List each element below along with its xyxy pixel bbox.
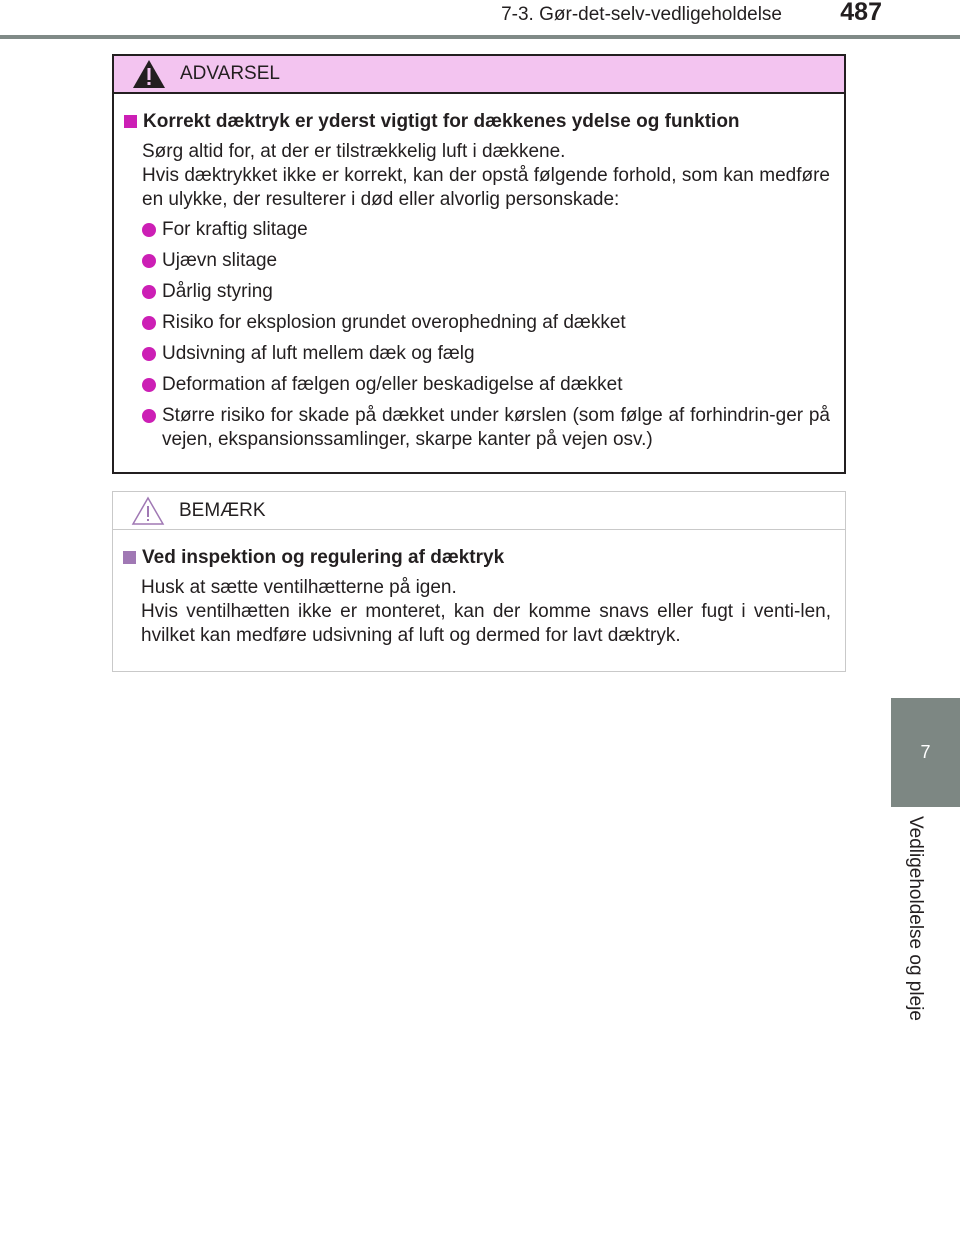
section-title: 7-3. Gør-det-selv-vedligeholdelse <box>501 4 782 25</box>
caution-triangle-icon <box>131 496 165 526</box>
warning-heading: ADVARSEL <box>180 63 280 84</box>
list-item <box>142 342 830 366</box>
chapter-tab <box>891 698 960 807</box>
bullet-dot-icon <box>142 409 156 423</box>
list-item-text: Deformation af fælgen og/eller beskadigelse af dækket <box>162 374 623 395</box>
warning-box <box>112 54 846 474</box>
list-item <box>142 249 830 273</box>
bullet-dot-icon <box>142 223 156 237</box>
list-item-text: Risiko for eksplosion grundet overophedning af dækket <box>162 312 626 333</box>
warning-section-title-text: Korrekt dæktryk er yderst vigtigt for dækkenes ydelse og funktion <box>143 111 740 132</box>
list-item-text: Udsivning af luft mellem dæk og fælg <box>162 343 475 364</box>
notice-section-title-text: Ved inspektion og regulering af dæktryk <box>142 547 505 568</box>
bullet-dot-icon <box>142 316 156 330</box>
warning-intro-line2: Hvis dæktrykket ikke er korrekt, kan der opstå følgende forhold, som kan medføre en ulykke, der resulterer i død eller alvorlig personskade: <box>142 165 830 210</box>
square-bullet-icon <box>123 551 136 564</box>
list-item <box>142 404 830 452</box>
notice-line2: Hvis ventilhætten ikke er monteret, kan der komme snavs eller fugt i venti-len, hvilket kan medføre udsivning af luft og dermed for lavt dæktryk. <box>141 601 831 646</box>
notice-line1: Husk at sætte ventilhætterne på igen. <box>141 577 457 598</box>
page-number: 487 <box>840 0 882 26</box>
bullet-dot-icon <box>142 254 156 268</box>
bullet-dot-icon <box>142 285 156 299</box>
notice-text <box>141 576 831 648</box>
list-item-text: Ujævn slitage <box>162 250 278 271</box>
warning-intro-line1: Sørg altid for, at der er tilstrækkelig luft i dækkene. <box>142 141 566 162</box>
warning-section-title <box>124 110 830 134</box>
list-item <box>142 218 830 242</box>
notice-box <box>112 491 846 672</box>
list-item-text: Dårlig styring <box>162 281 273 302</box>
list-item <box>142 311 830 335</box>
notice-heading: BEMÆRK <box>179 499 266 521</box>
bullet-dot-icon <box>142 378 156 392</box>
warning-header <box>114 56 844 94</box>
list-item-text: For kraftig slitage <box>162 219 308 240</box>
list-item-text: Større risiko for skade på dækket under kørslen (som følge af forhindrin-ger på vejen, ekspansionssamlinger, skarpe kanter på vejen osv.) <box>162 405 830 450</box>
bullet-dot-icon <box>142 347 156 361</box>
square-bullet-icon <box>124 115 137 128</box>
warning-bullet-list <box>142 218 830 452</box>
list-item <box>142 373 830 397</box>
header-rule <box>0 35 960 39</box>
list-item <box>142 280 830 304</box>
chapter-number: 7 <box>920 742 931 762</box>
warning-intro <box>142 140 830 212</box>
warning-body <box>114 94 844 452</box>
chapter-caption: Vedligeholdelse og pleje <box>905 816 926 1021</box>
notice-header <box>113 492 845 530</box>
warning-triangle-icon <box>132 59 166 89</box>
notice-section-title <box>123 546 831 570</box>
notice-body <box>113 530 845 648</box>
